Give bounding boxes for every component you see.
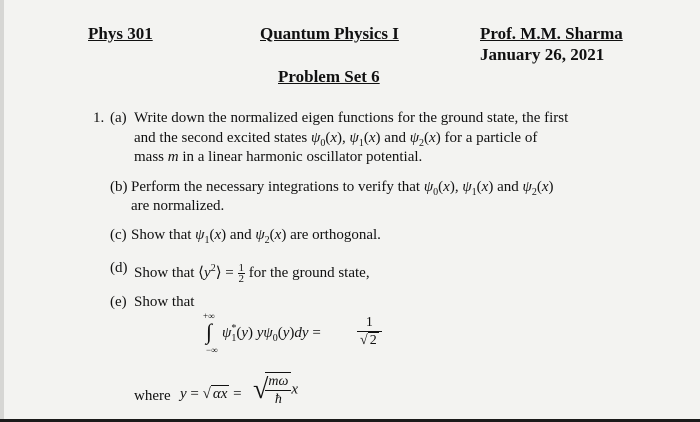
part-a-line-2: and the second excited states $\psi_0(x)$, $\psi_1(x)$ and $\psi_2(x)$ for a particle of bbox=[134, 130, 538, 149]
part-c-label: (c) bbox=[110, 227, 127, 243]
integral-sign: ∫ bbox=[206, 319, 213, 344]
integral-upper-limit: +∞ bbox=[203, 311, 215, 321]
part-d-label: (d) bbox=[110, 260, 128, 276]
part-e-label: (e) bbox=[110, 294, 127, 310]
substitution-equation: y = √ αx = bbox=[180, 386, 242, 402]
integral-lower-limit: −∞ bbox=[206, 345, 218, 355]
date: January 26, 2021 bbox=[480, 45, 605, 64]
course-code: Phys 301 bbox=[88, 24, 153, 43]
part-a-label: (a) bbox=[110, 110, 127, 126]
part-b-line-2: are normalized. bbox=[131, 198, 225, 214]
where-text: where bbox=[134, 388, 171, 404]
one-half-fraction: $\frac{1}{2}$ bbox=[238, 262, 245, 286]
professor-name: Prof. M.M. Sharma bbox=[480, 24, 623, 43]
part-d-text: Show that $⟨y^2⟩$ = $\frac{1}{2}$ for the ground state, bbox=[134, 262, 370, 286]
integral-body: $\psi_1^*(y) y\psi_0(y)dy$ = bbox=[222, 323, 321, 344]
sqrt-m-omega-hbar: √ $\frac{m\omega}{ħ}$ x bbox=[253, 374, 299, 407]
part-a-line-3: mass m in a linear harmonic oscillator potential. bbox=[134, 149, 423, 165]
part-e-text: Show that bbox=[134, 294, 195, 310]
part-b-label: (b) bbox=[110, 179, 128, 195]
problem-set-title: Problem Set 6 bbox=[278, 67, 380, 86]
result-fraction: $\frac{1}{√ 2}$ bbox=[357, 314, 382, 349]
problem-number: 1. bbox=[93, 110, 105, 126]
page-edge-shadow bbox=[0, 0, 4, 422]
part-c-text: Show that $\psi_1(x)$ and $\psi_2(x)$ are orthogonal. bbox=[131, 227, 381, 246]
part-a-line-1: Write down the normalized eigen functions for the ground state, the first bbox=[134, 110, 569, 126]
part-b-line-1: Perform the necessary integrations to verify that $\psi_0(x)$, $\psi_1(x)$ and $\psi_2(x)$ bbox=[131, 179, 554, 198]
course-title: Quantum Physics I bbox=[260, 24, 399, 43]
